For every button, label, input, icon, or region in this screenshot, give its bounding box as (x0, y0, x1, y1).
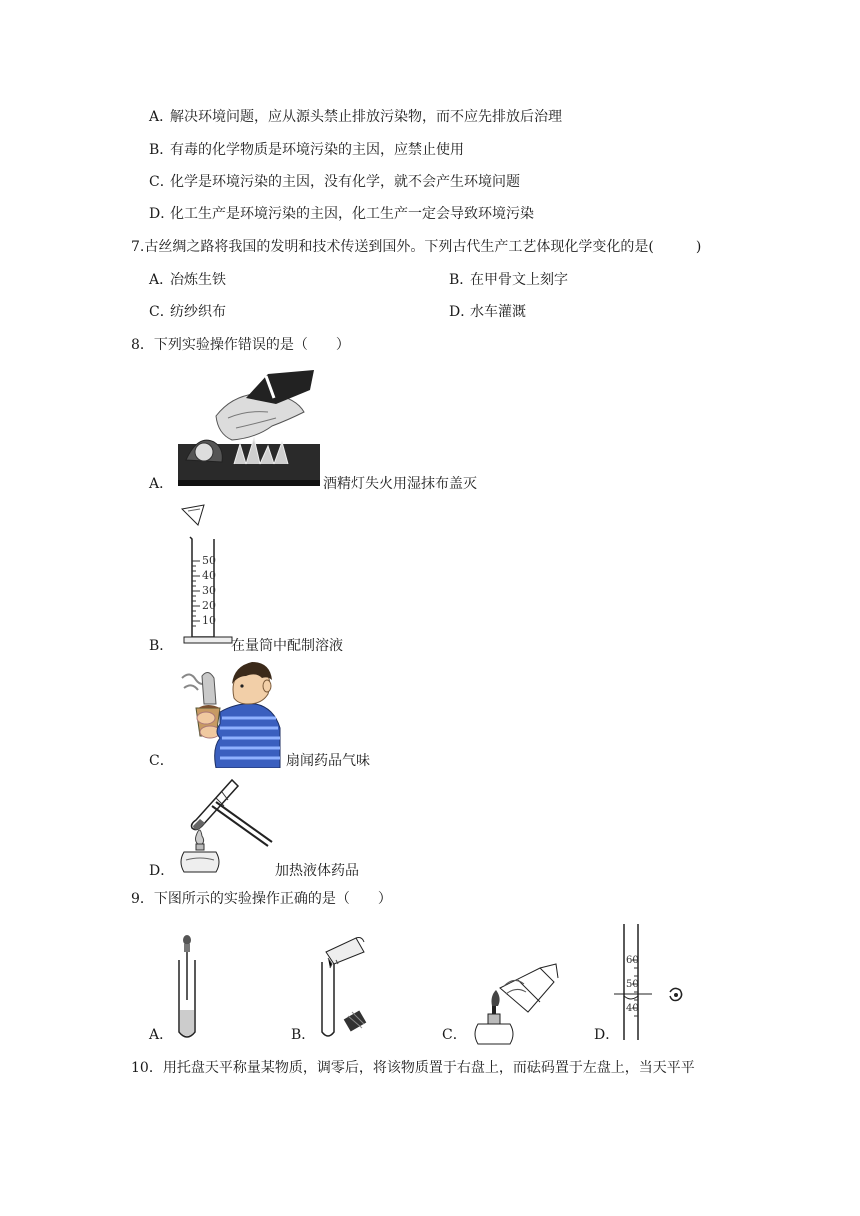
q9-stem: 9．下图所示的实验操作正确的是（ ） (131, 891, 392, 907)
option-letter: C． (149, 174, 174, 190)
option-letter: A． (149, 476, 174, 492)
option-caption: 酒精灯失火用湿抹布盖灭 (323, 476, 477, 492)
wet-cloth-extinguish-figure (176, 368, 322, 488)
measuring-cylinder-figure (176, 503, 236, 648)
option-text: 纺纱织布 (170, 304, 226, 320)
q7-stem: 7.古丝绸之路将我国的发明和技术传送到国外。下列古代生产工艺体现化学变化的是( ) (131, 239, 702, 255)
option-letter: C． (149, 304, 174, 320)
pouring-solid-figure (312, 934, 376, 1044)
option-letter: C． (442, 1027, 467, 1043)
option-letter: D． (449, 304, 475, 320)
scale-label: 50 (626, 979, 639, 990)
option-letter: B． (449, 272, 474, 288)
dropper-test-tube-figure (172, 934, 202, 1044)
option-text: 冶炼生铁 (170, 272, 226, 288)
option-letter: B． (149, 638, 174, 654)
option-letter: C． (149, 753, 174, 769)
option-letter: D． (149, 863, 175, 879)
scale-label: 50 (202, 554, 216, 567)
option-letter: B． (291, 1027, 316, 1043)
wafting-smell-figure (176, 658, 282, 768)
option-text: 解决环境问题，应从源头禁止排放污染物，而不应先排放后治理 (170, 109, 562, 125)
option-text: 化工生产是环境污染的主因，化工生产一定会导致环境污染 (170, 206, 534, 222)
option-letter: D． (594, 1027, 620, 1043)
option-letter: B． (149, 142, 174, 158)
option-caption: 在量筒中配制溶液 (231, 638, 343, 654)
option-text: 在甲骨文上刻字 (470, 272, 568, 288)
scale-label: 60 (626, 955, 639, 966)
scale-label: 10 (202, 614, 216, 627)
heating-test-tube-figure (172, 776, 278, 876)
option-caption: 加热液体药品 (275, 863, 359, 879)
scale-label: 40 (202, 569, 216, 582)
cylinder-reading-figure (612, 922, 692, 1044)
lamp-to-lamp-figure (470, 962, 560, 1046)
option-letter: A． (149, 272, 174, 288)
option-letter: A． (149, 1027, 174, 1043)
q8-stem: 8．下列实验操作错误的是（ ） (131, 337, 350, 353)
option-letter: A． (149, 109, 174, 125)
option-letter: D． (149, 206, 175, 222)
scale-label: 40 (626, 1003, 639, 1014)
option-caption: 扇闻药品气味 (286, 753, 370, 769)
option-text: 有毒的化学物质是环境污染的主因，应禁止使用 (170, 142, 464, 158)
scale-label: 30 (202, 584, 216, 597)
option-text: 化学是环境污染的主因，没有化学，就不会产生环境问题 (170, 174, 520, 190)
scale-label: 20 (202, 599, 216, 612)
q10-stem: 10．用托盘天平称量某物质，调零后，将该物质置于右盘上，而砝码置于左盘上，当天平平 (131, 1060, 695, 1076)
option-text: 水车灌溉 (470, 304, 526, 320)
